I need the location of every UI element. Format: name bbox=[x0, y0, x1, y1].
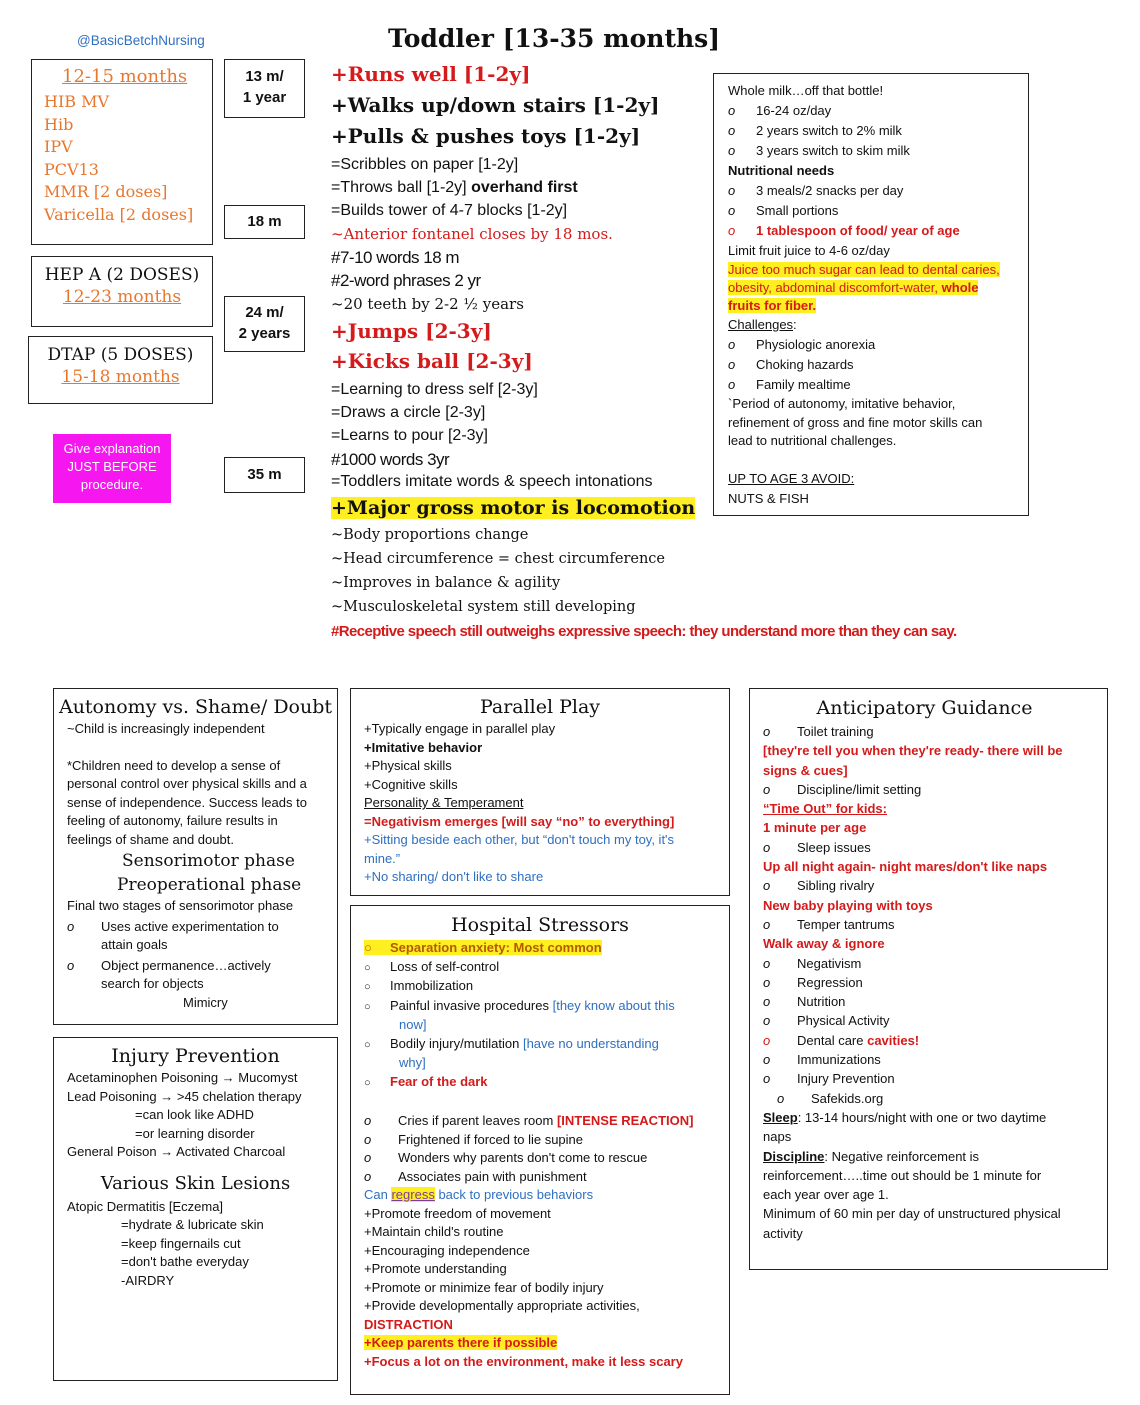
guidance-note: Walk away & ignore bbox=[763, 936, 885, 952]
vaccine-age: 15-18 months bbox=[61, 367, 180, 387]
parallel-line: +Imitative behavior bbox=[364, 739, 483, 755]
list-item: ○ Loss of self-control bbox=[364, 958, 729, 978]
guidance-note: 1 minute per age bbox=[763, 820, 867, 836]
o-bullet-icon: o bbox=[728, 223, 736, 238]
o-bullet-icon: o bbox=[364, 1113, 372, 1128]
o-bullet-icon: o bbox=[763, 955, 771, 971]
juice-limit: Limit fruit juice to 4-6 oz/day bbox=[728, 243, 890, 258]
o-bullet-icon: o bbox=[364, 1150, 372, 1165]
injury-line: General Poison → Activated Charcoal bbox=[67, 1144, 286, 1159]
skin-line: =keep fingernails cut bbox=[121, 1235, 241, 1251]
section-title: Nutritional needs bbox=[728, 163, 835, 178]
injury-line: =can look like ADHD bbox=[135, 1107, 254, 1122]
list-item: o 16-24 oz/day bbox=[728, 101, 1028, 121]
o-bullet-icon: o bbox=[763, 781, 771, 797]
milestone: #2-word phrases 2 yr bbox=[331, 271, 481, 290]
promote-line: +Promote or minimize fear of bodily injury bbox=[364, 1279, 604, 1295]
injury-line: Acetaminophen Poisoning → Mucomyst bbox=[67, 1070, 298, 1085]
age-box: 18 m bbox=[224, 205, 305, 239]
autonomy-note: lead to nutritional challenges. bbox=[728, 433, 897, 448]
o-bullet-icon: o bbox=[763, 916, 771, 932]
list-item: o Uses active experimentation to bbox=[67, 918, 337, 937]
parallel-line: =Negativism emerges [will say “no” to everything] bbox=[364, 813, 675, 829]
vaccine-name: DTAP (5 DOSES) bbox=[47, 345, 194, 365]
o-bullet-icon: o bbox=[763, 839, 771, 855]
juice-warning: fruits for fiber. bbox=[728, 298, 817, 313]
milestone: =Draws a circle [2-3y] bbox=[331, 404, 486, 421]
milestone: =Learns to pour [2-3y] bbox=[331, 427, 488, 444]
list-item: ○ Painful invasive procedures [they know about this bbox=[364, 997, 729, 1017]
list-item: o Safekids.org bbox=[777, 1089, 1099, 1108]
list-item: o Family mealtime bbox=[728, 375, 1028, 395]
juice-warning: Juice too much sugar can lead to dental caries, bbox=[728, 262, 1000, 277]
milestone: ~Body proportions change bbox=[331, 527, 529, 543]
list-item: o Temper tantrums bbox=[763, 915, 1099, 934]
vaccine-item: HIB MV bbox=[44, 92, 110, 111]
o-bullet-icon: o bbox=[763, 1013, 771, 1029]
regress-line: Can regress back to previous behaviors bbox=[364, 1187, 594, 1202]
list-item: ○ Immobilization bbox=[364, 977, 729, 997]
skin-title: Various Skin Lesions bbox=[100, 1172, 291, 1194]
age-box: 24 m/ 2 years bbox=[224, 296, 305, 352]
list-item: o Associates pain with punishment bbox=[364, 1168, 729, 1187]
promote-line: +Provide developmentally appropriate activities, bbox=[364, 1298, 640, 1313]
list-item: o Dental care cavities! bbox=[763, 1031, 1099, 1050]
o-bullet-icon: o bbox=[763, 994, 771, 1010]
autonomy-note: refinement of gross and fine motor skills can bbox=[728, 414, 983, 430]
promote-line: +Focus a lot on the environment, make it less scary bbox=[364, 1353, 683, 1369]
list-item: o Immunizations bbox=[763, 1050, 1099, 1069]
circle-bullet-icon: ○ bbox=[364, 981, 371, 993]
milestone: ~Musculoskeletal system still developing bbox=[331, 599, 636, 615]
milestone: +Pulls & pushes toys [1-2y] bbox=[331, 124, 641, 148]
milestone: =Scribbles on paper [1-2y] bbox=[331, 156, 519, 173]
parallel-play-box bbox=[350, 688, 730, 896]
list-item: o Sleep issues bbox=[763, 838, 1099, 857]
o-bullet-icon: o bbox=[728, 183, 736, 198]
milestone: =Throws ball [1-2y] overhand first bbox=[331, 179, 578, 196]
o-bullet-icon: o bbox=[777, 1090, 785, 1106]
avoid-items: NUTS & FISH bbox=[728, 490, 809, 506]
promote-line: +Maintain child's routine bbox=[364, 1224, 504, 1239]
list-item: o Cries if parent leaves room [INTENSE REACTION] bbox=[364, 1112, 729, 1131]
vaccine-box-hep-a bbox=[31, 256, 213, 327]
parallel-line: +No sharing/ don't like to share bbox=[364, 869, 544, 884]
sensorimotor-heading: Sensorimotor phase bbox=[122, 851, 295, 871]
age-box: 35 m bbox=[224, 457, 305, 493]
o-bullet-icon: o bbox=[763, 974, 771, 990]
skin-line: -AIRDRY bbox=[121, 1272, 175, 1288]
activity-line: activity bbox=[763, 1225, 803, 1241]
injury-line: Lead Poisoning → >45 chelation therapy bbox=[67, 1088, 302, 1104]
o-bullet-icon: o bbox=[763, 1032, 771, 1048]
parallel-line: +Sitting beside each other, but “don't touch my toy, it's bbox=[364, 832, 675, 847]
milestone: ~Head circumference = chest circumference bbox=[331, 551, 665, 567]
age-box: 13 m/ 1 year bbox=[224, 59, 305, 118]
milestone: =Builds tower of 4-7 blocks [1-2y] bbox=[331, 202, 568, 219]
autonomy-line: personal control over physical skills and a bbox=[67, 776, 307, 791]
list-item: o Injury Prevention bbox=[763, 1069, 1099, 1088]
activity-line: Minimum of 60 min per day of unstructured physical bbox=[763, 1206, 1061, 1222]
milestone: #Receptive speech still outweighs expressive speech: they understand more than they can say. bbox=[331, 623, 957, 640]
o-bullet-icon: o bbox=[67, 918, 75, 934]
list-item: o 3 years switch to skim milk bbox=[728, 141, 1028, 161]
parallel-line: +Typically engage in parallel play bbox=[364, 721, 556, 736]
guidance-box bbox=[749, 688, 1108, 1270]
vaccine-item: Varicella [2 doses] bbox=[44, 204, 194, 224]
juice-warning: whole bbox=[941, 280, 979, 295]
milestone: =Learning to dress self [2-3y] bbox=[331, 381, 538, 398]
list-item-cont: now] bbox=[399, 1017, 427, 1032]
milestone: ~Anterior fontanel closes by 18 mos. bbox=[331, 225, 613, 243]
autonomy-line: feeling of autonomy, failure results in bbox=[67, 813, 278, 828]
parallel-line: +Cognitive skills bbox=[364, 776, 458, 792]
milestone: #7-10 words 18 m bbox=[331, 248, 460, 267]
list-item: ○ Fear of the dark bbox=[364, 1073, 729, 1093]
list-item: o Physiologic anorexia bbox=[728, 335, 1028, 355]
list-item-cont: attain goals bbox=[101, 937, 168, 952]
circle-bullet-icon: ○ bbox=[364, 1000, 371, 1013]
avoid-title: UP TO AGE 3 AVOID: bbox=[728, 470, 855, 486]
milestone: =Toddlers imitate words & speech intonations bbox=[331, 473, 653, 490]
vaccine-age: 12-23 months bbox=[62, 287, 182, 307]
section-title: Challenges bbox=[728, 317, 794, 332]
list-item: o Object permanence…actively bbox=[67, 957, 337, 976]
vaccine-name: HEP A (2 DOSES) bbox=[44, 265, 200, 285]
nutrition-intro: Whole milk…off that bottle! bbox=[728, 83, 884, 98]
circle-bullet-icon: ○ bbox=[364, 961, 371, 974]
promote-line: +Promote understanding bbox=[364, 1261, 507, 1276]
list-item: o Wonders why parents don't come to rescue bbox=[364, 1149, 729, 1168]
handle: @BasicBetchNursing bbox=[77, 33, 205, 48]
list-item: ○ Separation anxiety: Most common bbox=[364, 939, 729, 958]
list-item: o Frightened if forced to lie supine bbox=[364, 1131, 729, 1150]
skin-line: =don't bathe everyday bbox=[121, 1254, 249, 1269]
autonomy-line: feelings of shame and doubt. bbox=[67, 831, 234, 847]
vaccine-item: MMR [2 doses] bbox=[44, 182, 168, 201]
guidance-title: Anticipatory Guidance bbox=[816, 697, 1033, 719]
milestone-highlight: +Major gross motor is locomotion bbox=[331, 497, 696, 519]
autonomy-line: ~Child is increasingly independent bbox=[67, 721, 265, 736]
vaccine-item: IPV bbox=[44, 137, 73, 156]
list-item: o Toilet training bbox=[763, 722, 1099, 741]
o-bullet-icon: o bbox=[728, 203, 736, 218]
sleep-line: naps bbox=[763, 1129, 792, 1145]
guidance-note: New baby playing with toys bbox=[763, 897, 933, 913]
list-item: ○ Bodily injury/mutilation [have no understanding bbox=[364, 1035, 729, 1055]
list-item-cont: why] bbox=[399, 1055, 426, 1070]
autonomy-line: sense of independence. Success leads to bbox=[67, 794, 307, 810]
skin-line: =hydrate & lubricate skin bbox=[121, 1217, 264, 1232]
promote-line: +Promote freedom of movement bbox=[364, 1205, 551, 1221]
o-bullet-icon: o bbox=[763, 878, 771, 894]
o-bullet-icon: o bbox=[763, 1071, 771, 1087]
discipline-line: reinforcement…..time out should be 1 minute for bbox=[763, 1167, 1042, 1183]
o-bullet-icon: o bbox=[728, 337, 736, 352]
hospital-title: Hospital Stressors bbox=[451, 914, 629, 936]
discipline-line: each year over age 1. bbox=[763, 1187, 889, 1203]
list-item: o Discipline/limit setting bbox=[763, 780, 1099, 799]
autonomy-title: Autonomy vs. Shame/ Doubt bbox=[58, 696, 333, 718]
o-bullet-icon: o bbox=[763, 724, 771, 739]
promote-line: +Keep parents there if possible bbox=[364, 1335, 558, 1350]
hospital-box bbox=[350, 905, 730, 1395]
preoperational-heading: Preoperational phase bbox=[117, 875, 302, 895]
parallel-line: Personality & Temperament bbox=[364, 795, 524, 810]
list-item: o Nutrition bbox=[763, 992, 1099, 1011]
vaccine-item: Hib bbox=[44, 114, 74, 134]
juice-warning: obesity, abdominal discomfort-water, bbox=[728, 280, 942, 295]
milestone: ~Improves in balance & agility bbox=[331, 575, 561, 591]
o-bullet-icon: o bbox=[728, 377, 736, 392]
milestone: ~20 teeth by 2-2 ½ years bbox=[331, 295, 524, 313]
vaccine-item: PCV13 bbox=[44, 159, 99, 179]
list-item: o Choking hazards bbox=[728, 355, 1028, 375]
o-bullet-icon: o bbox=[364, 1131, 372, 1147]
page-title: Toddler [13-35 months] bbox=[388, 24, 721, 53]
sleep-line: Sleep: 13-14 hours/night with one or two daytime bbox=[763, 1109, 1047, 1125]
o-bullet-icon: o bbox=[728, 123, 736, 138]
list-item: o Small portions bbox=[728, 201, 1028, 221]
discipline-line: Discipline: Negative reinforcement is bbox=[763, 1148, 980, 1164]
o-bullet-icon: o bbox=[763, 1052, 771, 1068]
vaccine-age-heading: 12-15 months bbox=[62, 66, 188, 87]
promote-line: +Encouraging independence bbox=[364, 1242, 530, 1258]
parallel-title: Parallel Play bbox=[479, 696, 601, 718]
o-bullet-icon: o bbox=[728, 103, 736, 118]
milestone: +Jumps [2-3y] bbox=[331, 319, 492, 343]
circle-bullet-icon: ○ bbox=[364, 940, 372, 955]
list-item: o Regression bbox=[763, 973, 1099, 992]
mimicry-label: Mimicry bbox=[183, 994, 228, 1010]
nutrition-box: Whole milk…off that bottle! o 16-24 oz/day o 2 years switch to 2% milk o 3 years switch to skim milk Nutritional needs o 3 meals/2 snacks per day o Small portions o 1 tablespoon of food/ year of age Limit fruit juice to 4-6 oz/day Juice too much sugar can lead to dental caries, obesity, abdominal discomfort-water, whole fruits for fiber. Challenges: o Physiologic anorexia o Choking hazards o Family mealtime `Period of autonomy, imitative behavior, refinement of gross and fine motor skills can lead to nutritional challenges. UP TO AGE 3 AVOID: NUTS & FISH bbox=[713, 73, 1029, 516]
injury-line: =or learning disorder bbox=[135, 1125, 255, 1141]
o-bullet-icon: o bbox=[728, 357, 736, 372]
vaccine-box-12-15 bbox=[31, 59, 213, 245]
list-item: o 1 tablespoon of food/ year of age bbox=[728, 221, 1028, 241]
vaccine-box-dtap bbox=[28, 336, 213, 404]
o-bullet-icon: o bbox=[364, 1168, 372, 1184]
list-item: o Sibling rivalry bbox=[763, 876, 1099, 895]
autonomy-note: `Period of autonomy, imitative behavior, bbox=[728, 396, 956, 411]
milestone: +Runs well [1-2y] bbox=[331, 62, 531, 86]
list-item: o Physical Activity bbox=[763, 1011, 1099, 1030]
skin-line: Atopic Dermatitis [Eczema] bbox=[67, 1198, 224, 1214]
injury-title: Injury Prevention bbox=[111, 1045, 280, 1067]
milestone: #1000 words 3yr bbox=[331, 450, 450, 469]
autonomy-line: *Children need to develop a sense of bbox=[67, 757, 281, 773]
circle-bullet-icon: ○ bbox=[364, 1076, 371, 1089]
autonomy-line: Final two stages of sensorimotor phase bbox=[67, 898, 294, 913]
guidance-note: Up all night again- night mares/don't like naps bbox=[763, 859, 1048, 875]
explanation-note: Give explanation JUST BEFORE procedure. bbox=[53, 434, 171, 503]
guidance-note: signs & cues] bbox=[763, 762, 848, 778]
list-item: o Negativism bbox=[763, 954, 1099, 973]
list-item: o 2 years switch to 2% milk bbox=[728, 121, 1028, 141]
list-item-cont: search for objects bbox=[101, 976, 204, 991]
o-bullet-icon: o bbox=[67, 957, 75, 973]
parallel-line: +Physical skills bbox=[364, 758, 452, 773]
milestone: +Kicks ball [2-3y] bbox=[331, 349, 533, 373]
milestone: +Walks up/down stairs [1-2y] bbox=[331, 93, 660, 117]
promote-line: DISTRACTION bbox=[364, 1316, 453, 1332]
list-item: o 3 meals/2 snacks per day bbox=[728, 181, 1028, 201]
injury-box bbox=[53, 1037, 338, 1381]
guidance-note: “Time Out” for kids: bbox=[763, 801, 887, 817]
o-bullet-icon: o bbox=[728, 143, 736, 158]
autonomy-box bbox=[53, 688, 338, 1025]
parallel-line: mine.” bbox=[364, 850, 401, 866]
guidance-note: [they're tell you when they're ready- there will be bbox=[763, 743, 1063, 759]
circle-bullet-icon: ○ bbox=[364, 1038, 371, 1051]
